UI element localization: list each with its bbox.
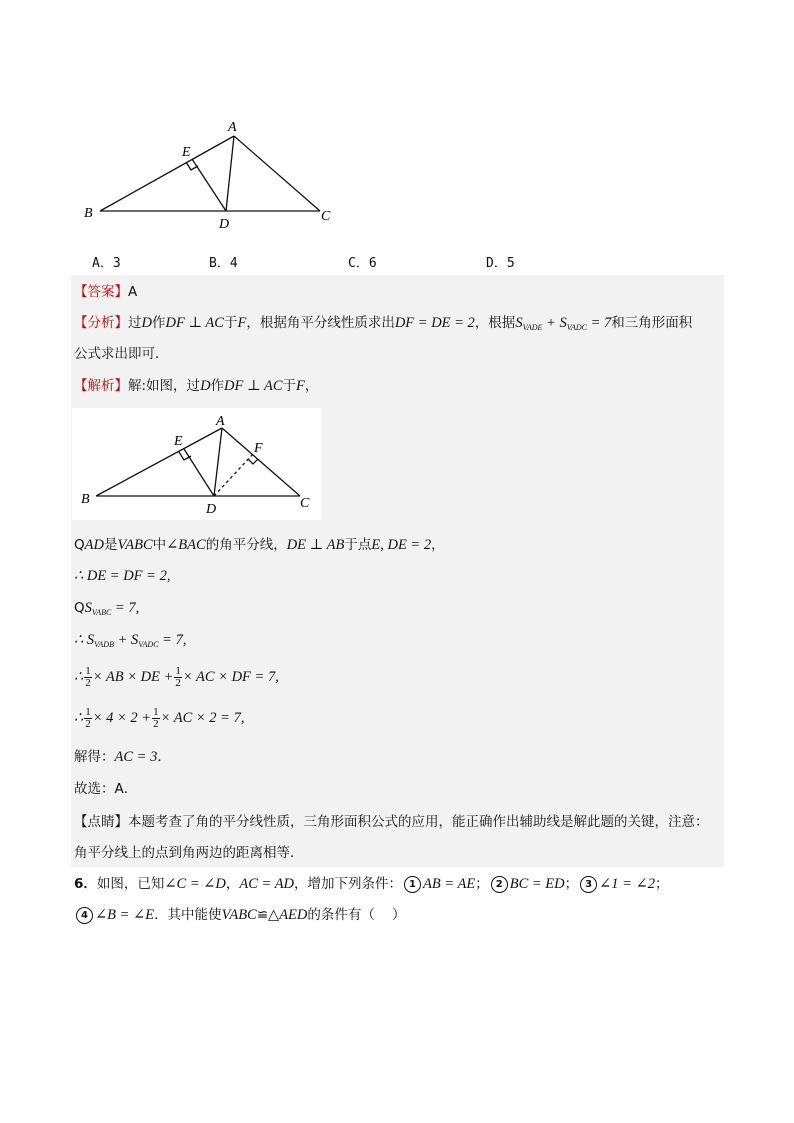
math: BC = ED — [509, 876, 565, 892]
triangle-figure-2 — [72, 408, 321, 520]
text: 作 — [210, 378, 225, 394]
math: ∴ — [74, 669, 84, 685]
subscript: VADE — [522, 323, 543, 332]
text: ； — [475, 876, 489, 892]
text: ．其中能使 — [154, 907, 222, 923]
text: 于 — [223, 315, 238, 331]
math: AC = 3 — [114, 749, 158, 765]
math: ∠B = ∠E — [95, 907, 155, 923]
answer-value: A — [128, 284, 138, 300]
math: ∠BAC — [166, 537, 206, 553]
math: △AED — [268, 907, 308, 923]
denominator: 2 — [153, 717, 159, 730]
solution-line-8: 故选：A． — [74, 781, 138, 797]
text: ≌ — [256, 907, 269, 923]
math: ∴ — [74, 710, 84, 726]
text: 过 — [128, 315, 142, 331]
text: ； — [654, 876, 669, 892]
math: × AC × DF = 7, — [182, 669, 279, 685]
condition-1-marker: 1 — [404, 876, 421, 893]
math: E, DE = 2 — [371, 537, 432, 553]
math: ∴ — [74, 632, 87, 648]
fig2-label-d: D — [206, 502, 217, 517]
fig2-label-f: F — [254, 441, 263, 456]
text: 是 — [103, 537, 118, 553]
question-6-line-1 — [74, 874, 668, 894]
solution-line-2: ∴ DE = DF = 2, — [74, 568, 171, 584]
math: ∠1 = ∠2 — [599, 876, 655, 892]
solution-line-4 — [74, 630, 186, 655]
text: 的条件有（ ） — [307, 907, 406, 923]
math: AD — [84, 537, 104, 553]
text: ； — [564, 876, 579, 892]
comment-line-1 — [74, 812, 709, 832]
solution-line-1 — [74, 535, 445, 555]
denominator: 2 — [85, 717, 91, 730]
subscript: VABC — [91, 608, 112, 617]
math: S — [559, 315, 567, 331]
math: DF ⊥ AC — [224, 378, 283, 394]
fig2-label-c: C — [300, 496, 310, 511]
math: AB = AE — [423, 876, 476, 892]
math: DE ⊥ AB — [286, 537, 345, 553]
solution-intro — [74, 376, 318, 396]
math: F — [237, 315, 247, 331]
math: D — [200, 378, 211, 394]
text: Q — [74, 537, 85, 553]
text: ． — [157, 749, 171, 765]
math: = 7, — [111, 600, 140, 616]
text: ， — [304, 378, 319, 394]
subscript: VADC — [138, 640, 159, 649]
text: ，根据 — [474, 315, 516, 331]
triangle-figure-1 — [80, 115, 340, 235]
math: VABC — [221, 907, 257, 923]
text: 于点 — [344, 537, 372, 553]
choice-a[interactable]: A．3 — [92, 256, 121, 271]
math: + — [113, 632, 131, 648]
condition-4-marker: 4 — [76, 907, 93, 924]
math: VABC — [117, 537, 153, 553]
condition-3-marker: 3 — [580, 876, 597, 893]
text: ，增加下列条件： — [294, 876, 403, 892]
math: AC = AD — [239, 876, 295, 892]
solution-line-7 — [74, 747, 171, 767]
fraction — [84, 707, 92, 730]
answer-tag: 【答案】 — [74, 284, 128, 300]
math: ∠C = ∠D — [164, 876, 226, 892]
text: 解:如图，过 — [128, 378, 201, 394]
fraction — [84, 666, 92, 689]
denominator: 2 — [85, 676, 91, 689]
text: 于 — [282, 378, 297, 394]
math: S — [84, 600, 92, 616]
numerator: 1 — [85, 705, 91, 718]
fig2-label-b: B — [81, 492, 90, 507]
numerator: 1 — [153, 705, 159, 718]
label-a: A — [228, 120, 237, 135]
choice-b[interactable]: B．4 — [209, 256, 238, 271]
text: 解得： — [74, 749, 115, 765]
comment-tag: 【点睛】 — [74, 814, 128, 830]
text: 作 — [151, 315, 166, 331]
fraction — [152, 707, 160, 730]
text: 如图，已知 — [96, 876, 165, 892]
numerator: 1 — [175, 664, 181, 677]
label-e: E — [182, 145, 191, 160]
choice-c[interactable]: C．6 — [348, 256, 377, 271]
fig2-label-a: A — [216, 414, 225, 429]
fraction — [174, 666, 182, 689]
denominator: 2 — [175, 676, 181, 689]
math: = 7, — [158, 632, 187, 648]
numerator: 1 — [85, 664, 91, 677]
math: S — [515, 315, 523, 331]
text: 本题考查了角的平分线性质，三角形面积公式的应用，能正确作出辅助线是解此题的关键，注意： — [128, 814, 709, 830]
math: D — [141, 315, 152, 331]
answer-line — [74, 282, 137, 302]
math: S — [86, 632, 95, 648]
choice-d[interactable]: D．5 — [486, 256, 515, 271]
label-d: D — [219, 217, 230, 232]
text: ， — [225, 876, 240, 892]
solution-line-3 — [74, 598, 139, 623]
question-6-line-2 — [74, 905, 406, 925]
subscript: VADC — [566, 323, 587, 332]
text: Q — [74, 600, 85, 616]
math: + — [542, 315, 560, 331]
math: DF ⊥ AC — [165, 315, 224, 331]
question-number: 6． — [74, 876, 97, 892]
text: 中 — [152, 537, 167, 553]
math: × AB × DE + — [92, 669, 174, 685]
solution-tag: 【解析】 — [74, 378, 128, 394]
comment-line-2: 角平分线上的点到角两边的距离相等． — [74, 845, 304, 861]
text: 的角平分线， — [205, 537, 287, 553]
text: 和三角形面积 — [611, 315, 693, 331]
text: ， — [431, 537, 445, 553]
math: F — [296, 378, 305, 394]
math: S — [131, 632, 139, 648]
label-b: B — [84, 206, 93, 221]
label-c: C — [321, 209, 331, 224]
math: × AC × 2 = 7, — [160, 710, 245, 726]
condition-2-marker: 2 — [491, 876, 508, 893]
solution-line-6 — [74, 705, 244, 731]
analysis-line-2: 公式求出即可． — [74, 346, 169, 362]
text: ，根据角平分线性质求出 — [246, 315, 395, 331]
analysis-line-1 — [74, 313, 692, 338]
fig2-label-e: E — [174, 434, 183, 449]
subscript: VADB — [94, 640, 114, 649]
solution-line-5 — [74, 664, 279, 690]
analysis-tag: 【分析】 — [74, 315, 128, 331]
math: DF = DE = 2 — [394, 315, 475, 331]
math: × 4 × 2 + — [92, 710, 152, 726]
math: = 7 — [587, 315, 612, 331]
